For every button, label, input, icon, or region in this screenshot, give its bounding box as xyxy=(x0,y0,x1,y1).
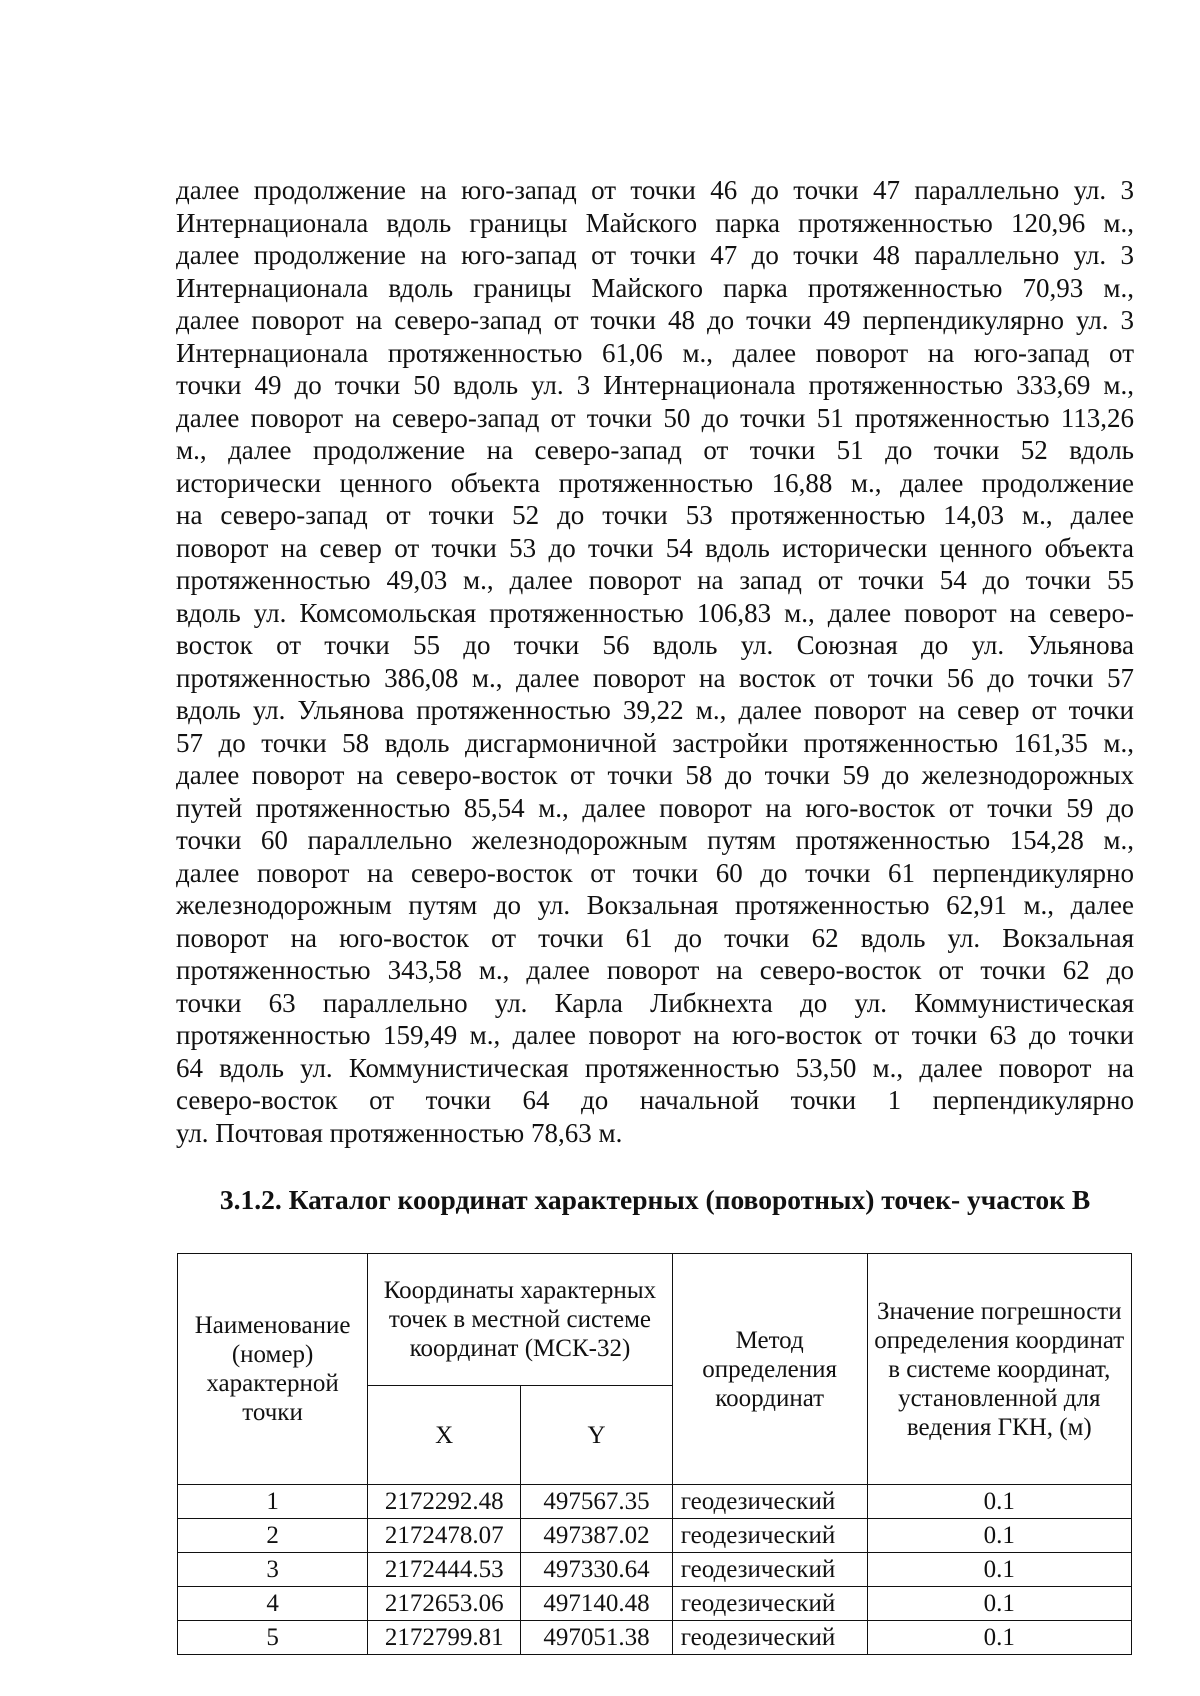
cell-error: 0.1 xyxy=(867,1519,1131,1553)
cell-error: 0.1 xyxy=(867,1587,1131,1621)
body-line: железнодорожным путям до ул. Вокзальная протяженностью 62,91 м., далее xyxy=(176,890,1134,920)
cell-x: 2172444.53 xyxy=(368,1553,521,1587)
body-line: протяженностью 49,03 м., далее поворот на запад от точки 54 до точки 55 xyxy=(176,565,1134,595)
body-line: м., далее продолжение на северо-запад от точки 51 до точки 52 вдоль xyxy=(176,435,1134,465)
body-line: на северо-запад от точки 52 до точки 53 протяженностью 14,03 м., далее xyxy=(176,500,1134,530)
body-line: Интернационала вдоль границы Майского парка протяженностью 120,96 м., xyxy=(176,207,1134,238)
body-line: далее поворот на северо-восток от точки 60 до точки 61 перпендикулярно xyxy=(176,857,1134,888)
cell-method: геодезический xyxy=(672,1519,867,1553)
header-method: Метод определения координат xyxy=(672,1254,867,1485)
table-row xyxy=(178,1519,1132,1553)
body-line: исторически ценного объекта протяженностью 16,88 м., далее продолжение xyxy=(176,467,1134,498)
body-line: далее поворот на северо-запад от точки 50 до точки 51 протяженностью 113,26 xyxy=(176,402,1134,433)
body-line: точки 60 параллельно железнодорожным путям протяженностью 154,28 м., xyxy=(176,825,1134,855)
cell-y: 497567.35 xyxy=(521,1485,672,1519)
coordinates-table xyxy=(177,1253,1132,1655)
body-line: протяженностью 343,58 м., далее поворот на северо-восток от точки 62 до xyxy=(176,955,1134,985)
cell-point-number: 3 xyxy=(178,1553,368,1587)
cell-method: геодезический xyxy=(672,1553,867,1587)
body-line: 57 до точки 58 вдоль дисгармоничной застройки протяженностью 161,35 м., xyxy=(176,727,1134,758)
cell-method: геодезический xyxy=(672,1485,867,1519)
cell-y: 497140.48 xyxy=(521,1587,672,1621)
body-line: 64 вдоль ул. Коммунистическая протяженностью 53,50 м., далее поворот на xyxy=(176,1052,1134,1083)
body-paragraph xyxy=(176,174,1134,1149)
cell-error: 0.1 xyxy=(867,1485,1131,1519)
body-line: далее поворот на северо-восток от точки 58 до точки 59 до железнодорожных xyxy=(176,760,1134,790)
body-line: путей протяженностью 85,54 м., далее поворот на юго-восток от точки 59 до xyxy=(176,792,1134,823)
table-row xyxy=(178,1587,1132,1621)
cell-point-number: 5 xyxy=(178,1621,368,1655)
cell-point-number: 1 xyxy=(178,1485,368,1519)
cell-x: 2172653.06 xyxy=(368,1587,521,1621)
body-line: далее продолжение на юго-запад от точки 46 до точки 47 параллельно ул. 3 xyxy=(176,175,1134,205)
header-point-name: Наименование (номер) характерной точки xyxy=(178,1254,368,1485)
body-line: вдоль ул. Комсомольская протяженностью 106,83 м., далее поворот на северо- xyxy=(176,597,1134,628)
cell-x: 2172478.07 xyxy=(368,1519,521,1553)
body-line: протяженностью 386,08 м., далее поворот на восток от точки 56 до точки 57 xyxy=(176,662,1134,693)
body-line: протяженностью 159,49 м., далее поворот на юго-восток от точки 63 до точки xyxy=(176,1020,1134,1050)
body-line: Интернационала вдоль границы Майского парка протяженностью 70,93 м., xyxy=(176,272,1134,303)
body-line: восток от точки 55 до точки 56 вдоль ул. Союзная до ул. Ульянова xyxy=(176,630,1134,660)
body-line: поворот на юго-восток от точки 61 до точки 62 вдоль ул. Вокзальная xyxy=(176,922,1134,953)
body-line: ул. Почтовая протяженностью 78,63 м. xyxy=(176,1117,623,1148)
cell-point-number: 4 xyxy=(178,1587,368,1621)
section-heading: 3.1.2. Каталог координат характерных (поворотных) точек- участок В xyxy=(219,1184,1091,1215)
table-row xyxy=(178,1485,1132,1519)
cell-point-number: 2 xyxy=(178,1519,368,1553)
cell-y: 497387.02 xyxy=(521,1519,672,1553)
cell-error: 0.1 xyxy=(867,1553,1131,1587)
body-line: точки 63 параллельно ул. Карла Либкнехта до ул. Коммунистическая xyxy=(176,987,1134,1018)
cell-error: 0.1 xyxy=(867,1621,1131,1655)
table-row xyxy=(178,1621,1132,1655)
header-error: Значение погрешности определения координат в системе координат, установленной для ведения ГКН, (м) xyxy=(867,1254,1131,1485)
cell-method: геодезический xyxy=(672,1621,867,1655)
body-line: северо-восток от точки 64 до начальной точки 1 перпендикулярно xyxy=(176,1085,1134,1115)
body-line: Интернационала протяженностью 61,06 м., далее поворот на юго-запад от xyxy=(176,337,1134,368)
cell-x: 2172292.48 xyxy=(368,1485,521,1519)
cell-method: геодезический xyxy=(672,1587,867,1621)
cell-y: 497051.38 xyxy=(521,1621,672,1655)
body-line: далее продолжение на юго-запад от точки 47 до точки 48 параллельно ул. 3 xyxy=(176,240,1134,270)
table-row xyxy=(178,1553,1132,1587)
header-y: Y xyxy=(521,1386,672,1485)
header-coordinates: Координаты характерных точек в местной системе координат (МСК-32) xyxy=(368,1254,673,1386)
body-line: вдоль ул. Ульянова протяженностью 39,22 м., далее поворот на север от точки xyxy=(176,695,1134,725)
cell-x: 2172799.81 xyxy=(368,1621,521,1655)
body-line: поворот на север от точки 53 до точки 54 вдоль исторически ценного объекта xyxy=(176,532,1134,563)
header-x: X xyxy=(368,1386,521,1485)
body-line: точки 49 до точки 50 вдоль ул. 3 Интернационала протяженностью 333,69 м., xyxy=(176,370,1134,400)
cell-y: 497330.64 xyxy=(521,1553,672,1587)
body-line: далее поворот на северо-запад от точки 48 до точки 49 перпендикулярно ул. 3 xyxy=(176,305,1134,335)
